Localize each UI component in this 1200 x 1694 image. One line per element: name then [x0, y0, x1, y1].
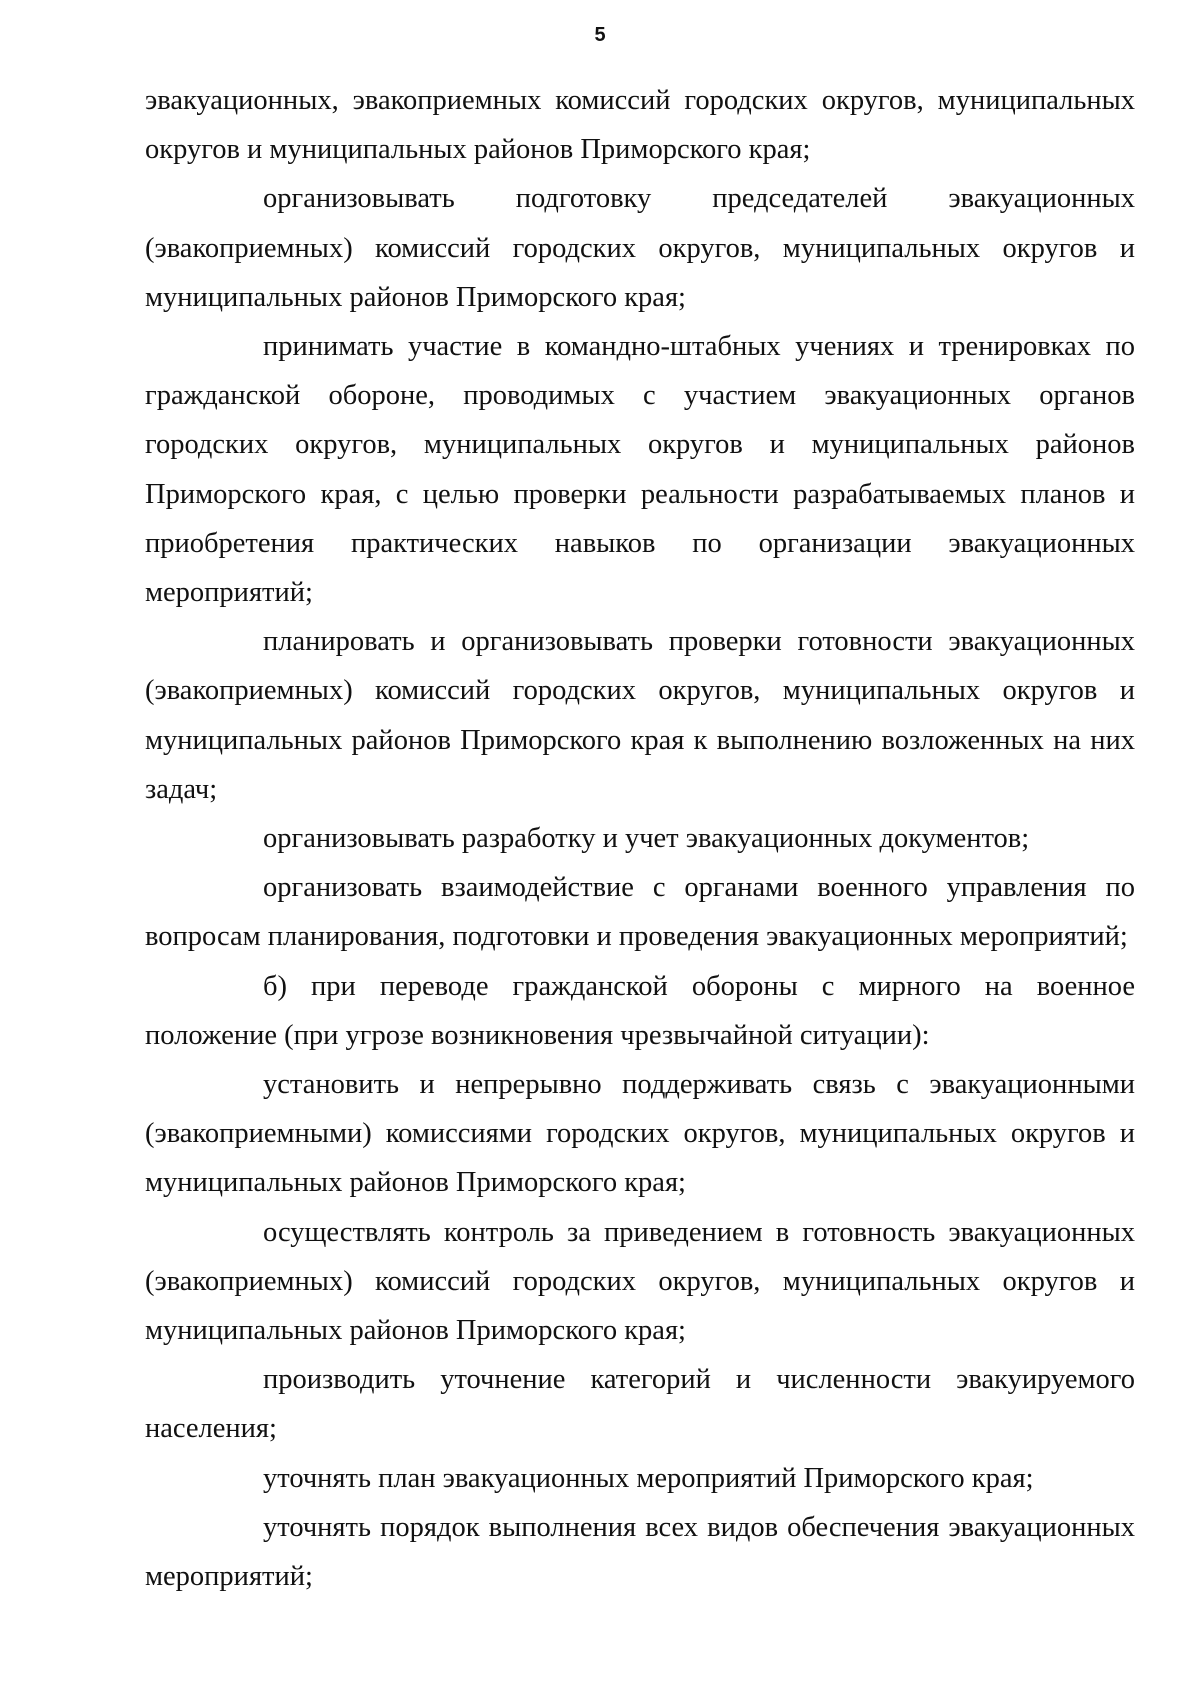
- paragraph: принимать участие в командно-штабных учениях и тренировках по гражданской обороне, проводимых с участием эвакуационных органов городских округов, муниципальных округов и муниципальных районов Приморского края, с целью проверки реальности разрабатываемых планов и приобретения практических навыков по организации эвакуационных мероприятий;: [145, 331, 1135, 609]
- paragraph: установить и непрерывно поддерживать связь с эвакуационными (эвакоприемными) комиссиями городских округов, муниципальных округов и муниципальных районов Приморского края;: [145, 1069, 1135, 1199]
- paragraph: уточнять порядок выполнения всех видов обеспечения эвакуационных мероприятий;: [145, 1511, 1135, 1593]
- paragraph-continuation: эвакуационных, эвакоприемных комиссий городских округов, муниципальных округов и муниципальных районов Приморского края;: [145, 85, 1135, 166]
- paragraph: осуществлять контроль за приведением в готовность эвакуационных (эвакоприемных) комиссий городских округов, муниципальных округов и муниципальных районов Приморского края;: [145, 1216, 1135, 1347]
- paragraph: организовывать разработку и учет эвакуационных документов;: [263, 823, 1030, 855]
- page-number: 5: [594, 24, 606, 46]
- paragraph: уточнять план эвакуационных мероприятий Приморского края;: [263, 1462, 1034, 1494]
- document-body: [145, 76, 1135, 1601]
- paragraph: производить уточнение категорий и численности эвакуируемого населения;: [145, 1364, 1135, 1445]
- paragraph: организовывать подготовку председателей эвакуационных (эвакоприемных) комиссий городских округов, муниципальных округов и муниципальных районов Приморского края;: [145, 183, 1135, 313]
- paragraph: организовать взаимодействие с органами военного управления по вопросам планирования, подготовки и проведения эвакуационных мероприятий;: [145, 872, 1135, 953]
- paragraph: планировать и организовывать проверки готовности эвакуационных (эвакоприемных) комиссий городских округов, муниципальных округов и муниципальных районов Приморского края к выполнению возложенных на них задач;: [145, 626, 1135, 805]
- paragraph: б) при переводе гражданской обороны с мирного на военное положение (при угрозе возникновения чрезвычайной ситуации):: [145, 970, 1135, 1051]
